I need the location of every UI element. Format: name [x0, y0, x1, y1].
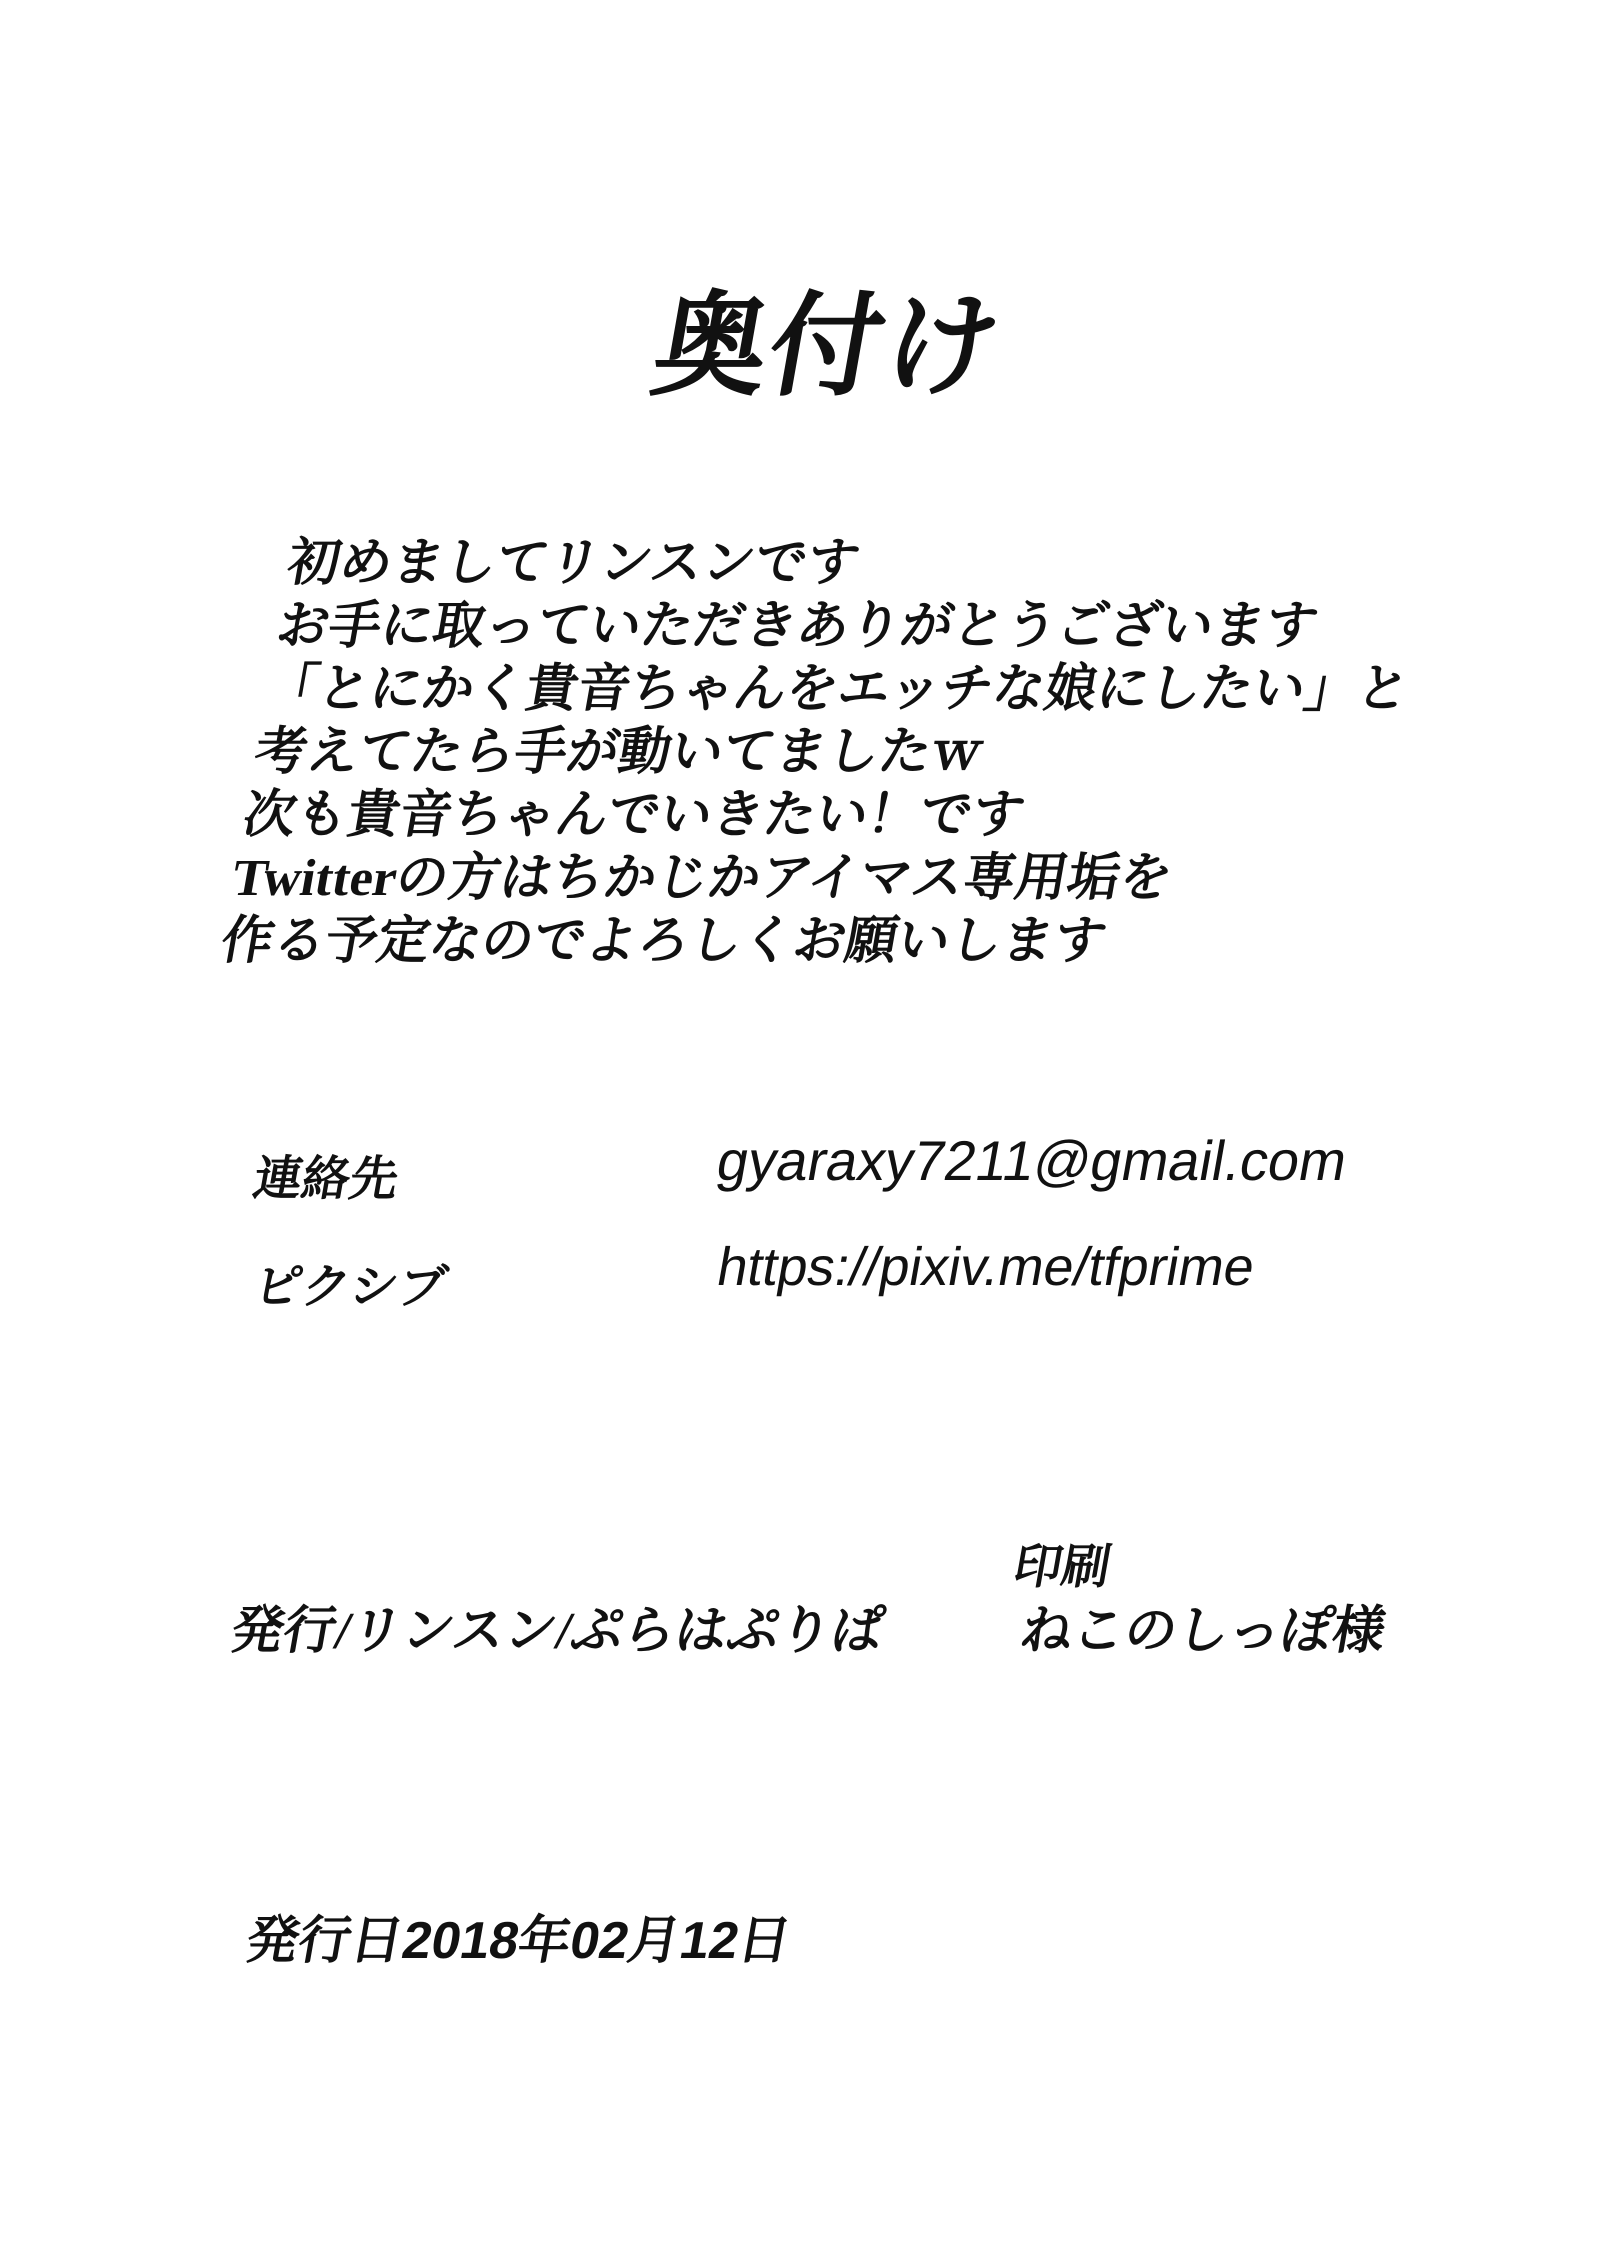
page-title: 奥付け: [644, 285, 1012, 410]
afterword-line: 初めましてリンスンです: [283, 535, 864, 592]
afterword-line: 次も貴音ちゃんでいきたい！です: [238, 787, 1029, 844]
printer-credit: ねこのしっぽ様: [1015, 1603, 1390, 1660]
afterword-line: 作る予定なのでよろしくお願いします: [216, 913, 1111, 970]
contact-email-address: gyaraxy7211@gmail.com: [712, 1129, 1353, 1192]
afterword-line: 「とにかく貴音ちゃんをエッチな娘にしたい」と: [261, 661, 1415, 718]
afterword-line: 考えてたら手が動いてましたｗ: [249, 724, 989, 781]
publisher-credit: 発行/リンスン/ぷらはぷりぱ: [226, 1603, 889, 1660]
contact-email-label: 連絡先: [249, 1153, 403, 1206]
contact-pixiv-label: ピクシブ: [249, 1261, 451, 1314]
afterword-text: [216, 532, 1437, 973]
contact-pixiv-url: https://pixiv.me/tfprime: [712, 1237, 1260, 1297]
afterword-line: お手に取っていただきありがとうございます: [272, 598, 1323, 655]
issue-date: 発行日2018年02月12日: [241, 1912, 796, 1970]
afterword-line: Twitterの方はちかじかアイマス専用垢を: [227, 850, 1177, 907]
print-heading: 印刷: [1009, 1541, 1115, 1594]
